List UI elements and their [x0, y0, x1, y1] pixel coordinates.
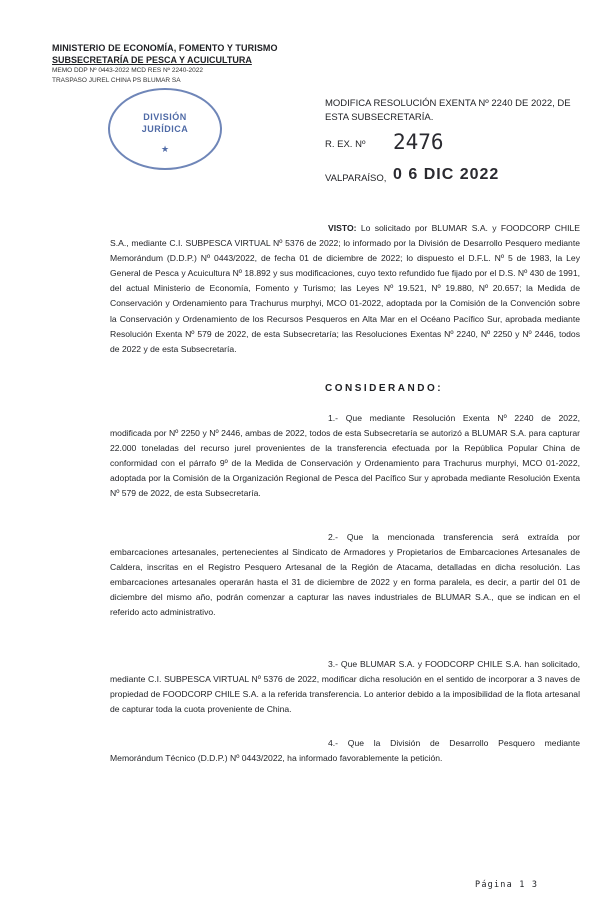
rex-label: R. EX. Nº — [325, 139, 366, 150]
subsecretaria-name: SUBSECRETARÍA DE PESCA Y ACUICULTURA — [52, 55, 252, 65]
place-label: VALPARAÍSO, — [325, 173, 387, 184]
division-juridica-stamp — [108, 88, 222, 170]
ministry-name: MINISTERIO DE ECONOMÍA, FOMENTO Y TURISMO — [52, 43, 278, 53]
considerando-point-3: 3.- Que BLUMAR S.A. y FOODCORP CHILE S.A. han solicitado, mediante C.I. SUBPESCA VIRTUAL Nº 5376 de 2022, modificar dicha resolución en el sentido de incorporar a 3 naves de propiedad de FOODCORP CHILE S.A. a la referida transferencia. Lo anterior debido a la imposibilidad de la flota artesanal de capturar toda la cuota proveniente de China. — [110, 659, 580, 715]
memo-reference: MEMO DDP Nº 0443-2022 MCD RES Nº 2240-2022 — [52, 67, 203, 74]
resolution-date: 0 6 DIC 2022 — [393, 166, 500, 183]
considerando-point-1: 1.- Que mediante Resolución Exenta Nº 2240 de 2022, modificada por Nº 2250 y Nº 2446, ambas de 2022, todos de esta Subsecretaría se autorizó a BLUMAR S.A. para capturar 22.000 toneladas del recurso jurel provenientes de la transferencia efectuada por la República Popular China de conformidad con el párrafo 9º de la Medida de Conservación y Ordenamiento para Trachurus murphyi, MCO 01-2022, adoptada por la Comisión de la Organización Regional de Pesca del Pacífico Sur y aprobada mediante Resolución Exenta Nº 579 de 2022, de esta Subsecretaría. — [110, 413, 580, 499]
considerando-point-2: 2.- Que la mencionada transferencia será extraída por embarcaciones artesanales, pertenecientes al Sindicato de Armadores y Propietarios de Embarcaciones Artesanales de Caldera, inscritas en el Registro Pesquero Artesanal de la Región de Atacama, detalladas en dicha resolución. Las embarcaciones artesanales operarán hasta el 31 de diciembre de 2022 y en forma paralela, es decir, a partir del 01 de diciembre del mismo año, podrán comenzar a capturar las naves industriales de BLUMAR S.A., que se indican en el referido acto administrativo. — [110, 532, 580, 618]
stamp-star-icon: ★ — [160, 144, 170, 154]
stamp-line-1: DIVISIÓN — [143, 112, 187, 122]
page-number: Página 1 3 — [475, 880, 539, 890]
resolution-subject: MODIFICA RESOLUCIÓN EXENTA Nº 2240 DE 2022, DE ESTA SUBSECRETARÍA. — [325, 98, 571, 123]
visto-paragraph — [110, 221, 580, 357]
traspaso-reference: TRASPASO JUREL CHINA PS BLUMAR SA — [52, 77, 181, 84]
considerando-heading: CONSIDERANDO: — [325, 383, 444, 394]
stamp-line-2: JURÍDICA — [141, 124, 189, 134]
visto-text: Lo solicitado por BLUMAR S.A. y FOODCORP CHILE S.A., mediante C.I. SUBPESCA VIRTUAL Nº 5376 de 2022; lo informado por la División de Desarrollo Pesquero mediante Memorándum (D.D.P.) Nº 0443/2022, de fecha 01 de diciembre de 2022; lo dispuesto el D.F.L. Nº 5 de 1983, la Ley General de Pesca y Acuicultura Nº 18.892 y sus modificaciones, cuyo texto refundido fue fijado por el D.S. Nº 430 de 1991, del actual Ministerio de Economía, Fomento y Turismo; las Leyes Nº 19.521, Nº 19.880, Nº 20.657; la Medida de Conservación y Ordenamiento para Trachurus murphyi, MCO 01-2022, adoptada por la Comisión de la Convención sobre la Conservación y Ordenamiento de los Recursos Pesqueros en Alta Mar en el Océano Pacífico Sur, aprobada mediante Resolución Exenta Nº 579 de 2022, de esta Subsecretaría; las Resoluciones Exentas Nº 2240, Nº 2250 y Nº 2446, todos de 2022 y de esta Subsecretaría. — [110, 223, 580, 354]
rex-number: 2476 — [393, 130, 444, 154]
visto-label: VISTO: — [328, 223, 357, 233]
considerando-point-4: 4.- Que la División de Desarrollo Pesquero mediante Memorándum Técnico (D.D.P.) Nº 0443/2022, ha informado favorablemente la petición. — [110, 738, 580, 764]
letterhead — [52, 42, 292, 86]
